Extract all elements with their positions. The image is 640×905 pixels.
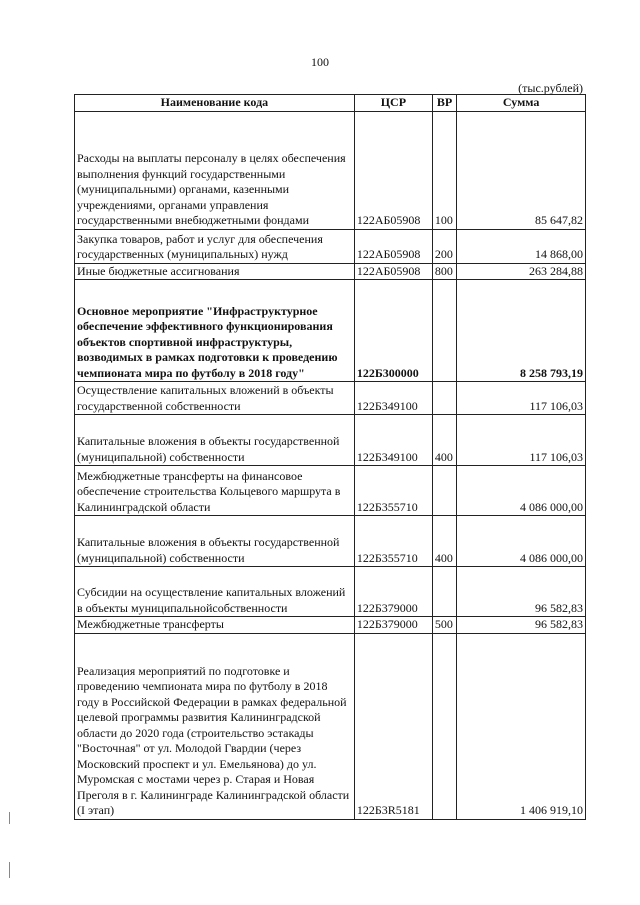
row-name: Межбюджетные трансферты (75, 617, 355, 634)
row-csr: 122Б355710 (354, 466, 432, 516)
table-row (75, 280, 586, 382)
row-sum: 4 086 000,00 (457, 516, 586, 567)
row-name: Закупка товаров, работ и услуг для обеспечения государственных (муниципальных) нужд (75, 229, 355, 263)
table-header-row (75, 95, 586, 112)
table-row (75, 263, 586, 280)
row-sum: 1 406 919,10 (457, 633, 586, 819)
table-row (75, 466, 586, 516)
row-sum: 8 258 793,19 (457, 280, 586, 382)
row-name: Иные бюджетные ассигнования (75, 263, 355, 280)
table-row (75, 111, 586, 229)
row-name: Основное мероприятие "Инфраструктурное обеспечение эффективного функционирования объектов спортивной инфраструктуры, возводимых в рамках подготовки к проведению чемпионата мира по футболу в 2018 году" (75, 280, 355, 382)
row-sum: 96 582,83 (457, 617, 586, 634)
row-vr: 800 (432, 263, 456, 280)
row-sum: 14 868,00 (457, 229, 586, 263)
table-row (75, 382, 586, 415)
header-csr: ЦСР (354, 95, 432, 112)
row-name: Реализация мероприятий по подготовке и проведению чемпионата мира по футболу в 2018 году в Российской Федерации в рамках федеральной целевой программы развития Калининградской области до 2020 года (строительство эстакады "Восточная" от ул. Молодой Гвардии (через Московский проспект и ул. Емельянова) до ул. Муромская с мостами через р. Старая и Новая Преголя в г. Калининграде Калининградской области (I этап) (75, 633, 355, 819)
scan-margin-line (9, 862, 10, 878)
scan-margin-line (9, 812, 10, 824)
row-sum: 96 582,83 (457, 567, 586, 617)
row-csr: 122АБ05908 (354, 229, 432, 263)
table-row (75, 516, 586, 567)
row-sum: 117 106,03 (457, 382, 586, 415)
row-csr: 122Б349100 (354, 382, 432, 415)
row-vr: 500 (432, 617, 456, 634)
row-name: Осуществление капитальных вложений в объекты государственной собственности (75, 382, 355, 415)
row-name: Капитальные вложения в объекты государственной (муниципальной) собственности (75, 415, 355, 466)
row-csr: 122Б379000 (354, 567, 432, 617)
header-sum: Сумма (457, 95, 586, 112)
row-csr: 122Б3R5181 (354, 633, 432, 819)
row-vr (432, 466, 456, 516)
row-vr: 400 (432, 516, 456, 567)
page-number: 100 (311, 55, 329, 69)
header-name: Наименование кода (75, 95, 355, 112)
row-sum: 4 086 000,00 (457, 466, 586, 516)
header-vr: ВР (432, 95, 456, 112)
row-vr (432, 567, 456, 617)
row-vr: 400 (432, 415, 456, 466)
row-csr: 122Б300000 (354, 280, 432, 382)
row-sum: 85 647,82 (457, 111, 586, 229)
row-name: Субсидии на осуществление капитальных вложений в объекты муниципальнойсобственности (75, 567, 355, 617)
table-row (75, 567, 586, 617)
table-row (75, 415, 586, 466)
row-vr (432, 382, 456, 415)
row-vr: 100 (432, 111, 456, 229)
row-vr (432, 280, 456, 382)
row-sum: 117 106,03 (457, 415, 586, 466)
budget-table (74, 94, 586, 820)
row-name: Капитальные вложения в объекты государственной (муниципальной) собственности (75, 516, 355, 567)
row-vr (432, 633, 456, 819)
row-name: Расходы на выплаты персоналу в целях обеспечения выполнения функций государственными (муниципальными) органами, казенными учреждениями, органами управления государственными внебюджетными фондами (75, 111, 355, 229)
table-row (75, 633, 586, 819)
row-vr: 200 (432, 229, 456, 263)
row-name: Межбюджетные трансферты на финансовое обеспечение строительства Кольцевого маршрута в Калининградской области (75, 466, 355, 516)
units-label: (тыс.рублей) (518, 81, 583, 95)
table-row (75, 229, 586, 263)
row-csr: 122Б379000 (354, 617, 432, 634)
row-csr: 122АБ05908 (354, 111, 432, 229)
table-row (75, 617, 586, 634)
row-sum: 263 284,88 (457, 263, 586, 280)
row-csr: 122Б349100 (354, 415, 432, 466)
row-csr: 122Б355710 (354, 516, 432, 567)
row-csr: 122АБ05908 (354, 263, 432, 280)
